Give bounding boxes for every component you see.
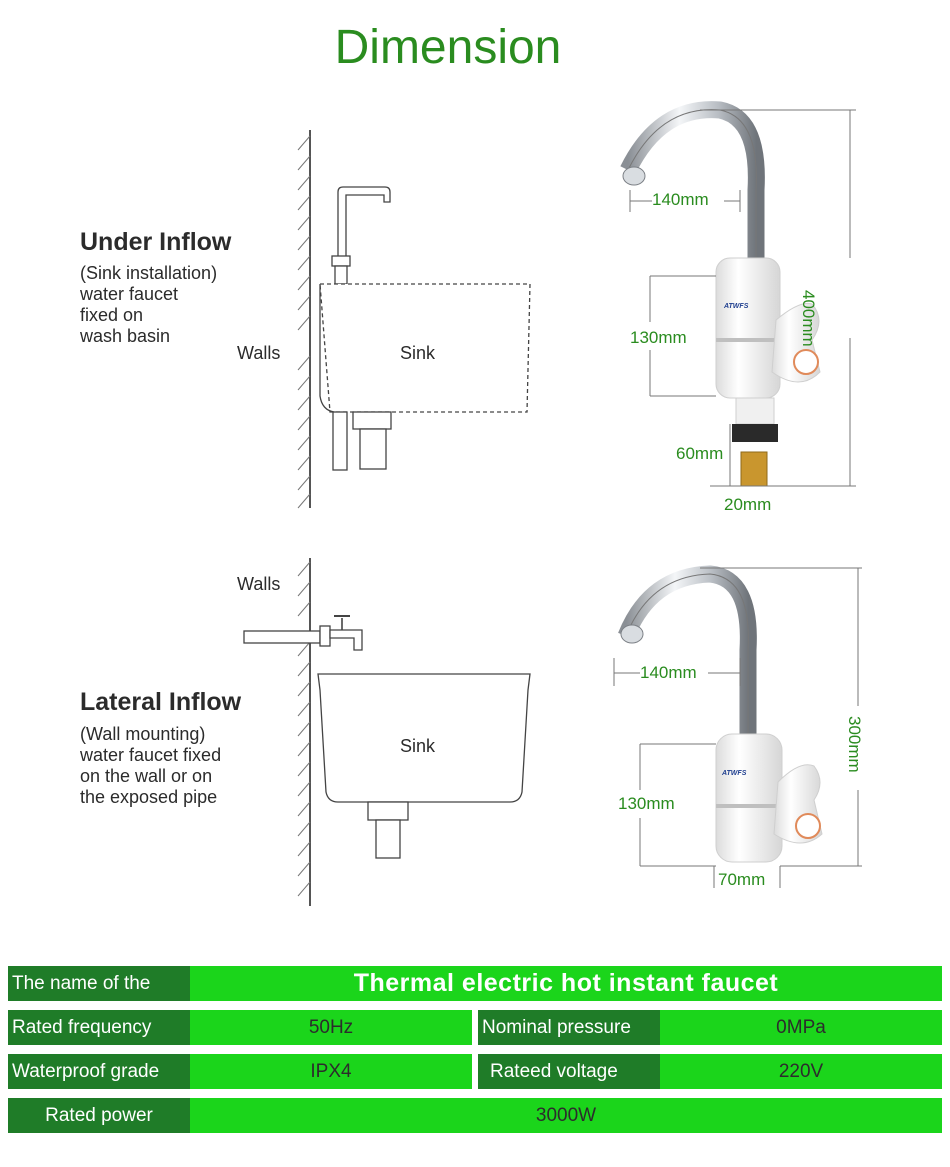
under-walls-label: Walls bbox=[237, 343, 281, 363]
faucet-1-brand: ATWFS bbox=[724, 303, 749, 310]
voltage-value: 220V bbox=[660, 1054, 942, 1089]
name-label: The name of the bbox=[8, 966, 190, 1001]
faucet-1-body-dimension: 130mm bbox=[630, 328, 687, 347]
lateral-inflow-description: (Wall mounting) water faucet fixed on the wall or on the exposed pipe bbox=[80, 724, 222, 807]
faucet-1-height-dimension: 400mm bbox=[799, 290, 818, 347]
faucet-2-body-dimension: 130mm bbox=[618, 794, 675, 813]
lateral-walls-label: Walls bbox=[237, 574, 281, 594]
faucet-2-base-dimension: 70mm bbox=[718, 870, 766, 889]
power-label: Rated power bbox=[8, 1098, 190, 1133]
under-sink-label: Sink bbox=[400, 343, 436, 363]
waterproof-label: Waterproof grade bbox=[8, 1054, 190, 1089]
faucet-2-height-dimension: 300mm bbox=[845, 716, 864, 773]
frequency-label: Rated frequency bbox=[8, 1010, 190, 1045]
voltage-label: Rateed voltage bbox=[478, 1054, 660, 1089]
frequency-value: 50Hz bbox=[190, 1010, 472, 1045]
pressure-label: Nominal pressure bbox=[478, 1010, 660, 1045]
lateral-inflow-heading: Lateral Inflow bbox=[80, 688, 242, 716]
page-title: Dimension bbox=[334, 21, 562, 74]
faucet-1-thread-dimension: 20mm bbox=[724, 495, 772, 514]
waterproof-value: IPX4 bbox=[190, 1054, 472, 1089]
under-inflow-heading: Under Inflow bbox=[80, 228, 232, 256]
faucet-2-spout-dimension: 140mm bbox=[640, 663, 697, 682]
power-value: 3000W bbox=[190, 1098, 942, 1133]
product-name: Thermal electric hot instant faucet bbox=[190, 966, 942, 1001]
under-inflow-description: (Sink installation) water faucet fixed on wash basin bbox=[80, 263, 218, 346]
faucet-1-connector-dimension: 60mm bbox=[676, 444, 724, 463]
lateral-sink-label: Sink bbox=[400, 736, 436, 756]
pressure-value: 0MPa bbox=[660, 1010, 942, 1045]
faucet-1-spout-dimension: 140mm bbox=[652, 190, 709, 209]
faucet-2-brand: ATWFS bbox=[722, 770, 747, 777]
